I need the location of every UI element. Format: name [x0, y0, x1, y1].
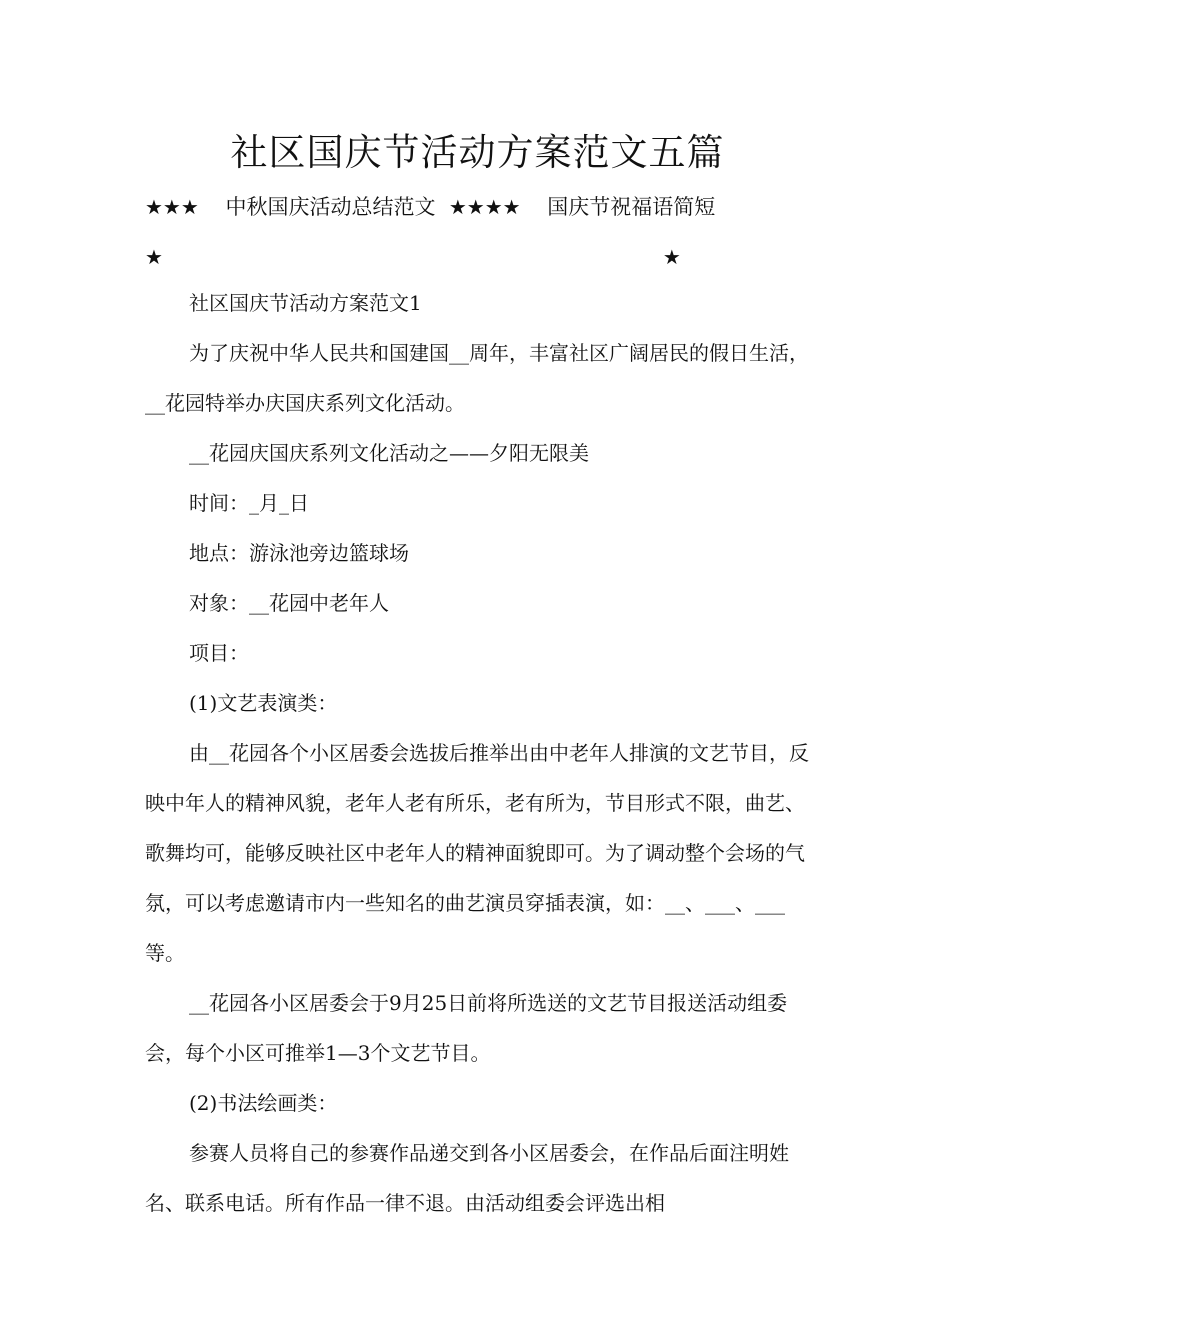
body-paragraph: (2)书法绘画类：: [189, 1091, 338, 1115]
body-paragraph: 地点：游泳池旁边篮球场: [189, 541, 409, 565]
related-articles-bar: [145, 182, 1181, 282]
body-paragraph: 项目：: [189, 641, 249, 665]
related-link-national-day-wishes[interactable]: 国庆节祝福语简短: [547, 195, 716, 219]
body-paragraph: 参赛人员将自己的参赛作品递交到各小区居委会，在作品后面注明姓名、联系电话。所有作品一律不退。由活动组委会评选出相: [145, 1141, 789, 1215]
document-body: [145, 278, 810, 1228]
rating-stars: ★★★: [145, 195, 199, 219]
rating-stars: ★★★★: [448, 195, 521, 219]
body-paragraph: 为了庆祝中华人民共和国建国__周年，丰富社区广阔居民的假日生活，__花园特举办庆国庆系列文化活动。: [145, 341, 809, 415]
section-heading: 社区国庆节活动方案范文1: [189, 291, 422, 315]
related-link-mid-autumn-summary[interactable]: 中秋国庆活动总结范文: [225, 195, 436, 219]
document-title: 社区国庆节活动方案范文五篇: [230, 131, 725, 174]
body-paragraph: (1)文艺表演类：: [189, 691, 338, 715]
body-paragraph: 由__花园各个小区居委会选拔后推举出由中老年人排演的文艺节目，反映中年人的精神风貌，老年人老有所乐，老有所为，节目形式不限，曲艺、歌舞均可，能够反映社区中老年人的精神面貌即可。为了调动整个会场的气氛，可以考虑邀请市内一些知名的曲艺演员穿插表演，如：__、___、___等。: [145, 741, 809, 965]
rating-stars: ★★: [145, 245, 1181, 269]
body-paragraph: __花园各小区居委会于9月25日前将所选送的文艺节目报送活动组委会，每个小区可推举1—3个文艺节目。: [145, 991, 788, 1065]
body-paragraph: 时间：_月_日: [189, 491, 309, 515]
body-paragraph: 对象：__花园中老年人: [189, 591, 389, 615]
body-paragraph: __花园庆国庆系列文化活动之——夕阳无限美: [189, 441, 589, 465]
